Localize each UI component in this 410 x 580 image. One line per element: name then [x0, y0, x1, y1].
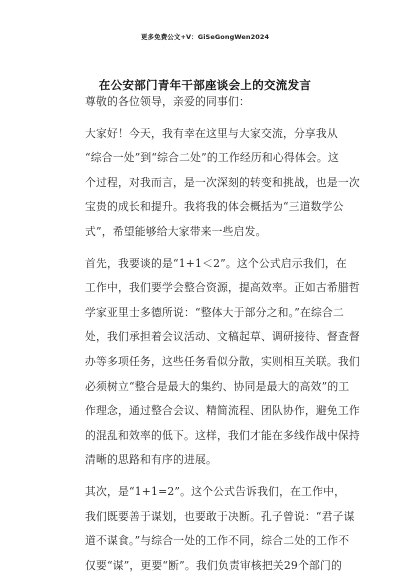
paragraph-line: 宝贵的成长和提升。我将我的体会概括为“三道数学公 — [85, 200, 344, 214]
paragraph-line: 必须树立“整合是最大的集约、协同是最大的高效”的工 — [85, 379, 350, 393]
paragraph-1 — [85, 122, 360, 245]
paragraph-line: 处，我们承担着会议活动、文稿起草、调研接待、督查督 — [85, 330, 360, 344]
paragraph-line: 其次，是“1+1=2”。这个公式告诉我们，在工作中， — [85, 484, 346, 498]
document-body — [85, 90, 360, 578]
promo-banner: 更多免费公文+V：GiSeGongWen2024 — [140, 33, 270, 41]
paragraph-line: 作理念，通过整合会议、精简流程、团队协作，避免工作 — [85, 404, 360, 418]
document-title: 在公安部门青年干部座谈会上的交流发言 — [98, 78, 312, 92]
paragraph-line: 首先，我要谈的是“1+1＜2”。这个公式启示我们，在 — [85, 256, 347, 270]
paragraph-2 — [85, 252, 360, 473]
paragraph-line: 清晰的思路和有序的进展。 — [85, 453, 217, 467]
paragraph-line: 我们既要善于谋划，也要敢于决断。孔子曾说：“君子谋 — [85, 509, 355, 523]
paragraph-line: 的混乱和效率的低下。这样，我们才能在多线作战中保持 — [85, 428, 360, 442]
paragraph-gap — [85, 473, 348, 480]
paragraph-line: 式”，希望能够给大家带来一些启发。 — [85, 224, 267, 238]
paragraph-line: 学家亚里士多德所说：“整体大于部分之和。”在综合二 — [85, 305, 344, 319]
paragraph-line: 大家好！今天，我有幸在这里与大家交流，分享我从 — [85, 126, 338, 140]
paragraph-line: 道不谋食。”与综合一处的工作不同，综合二处的工作不 — [85, 534, 350, 548]
paragraph-line: 工作中，我们要学会整合资源，提高效率。正如古希腊哲 — [85, 281, 360, 295]
paragraph-gap — [85, 115, 348, 122]
paragraph-line: “综合一处”到“综合二处”的工作经历和心得体会。这 — [85, 151, 339, 165]
greeting: 尊敬的各位领导，亲爱的同事们： — [85, 95, 250, 108]
paragraph-line: 个过程，对我而言，是一次深刻的转变和挑战，也是一次 — [85, 175, 360, 189]
paragraph-3 — [85, 480, 355, 578]
paragraph-line: 办等多项任务，这些任务看似分散，实则相互关联。我们 — [85, 354, 360, 368]
paragraph-gap — [85, 245, 348, 252]
paragraph-line: 仅要“谋”，更要“断”。我们负责审核把关29个部门的 — [85, 558, 342, 572]
